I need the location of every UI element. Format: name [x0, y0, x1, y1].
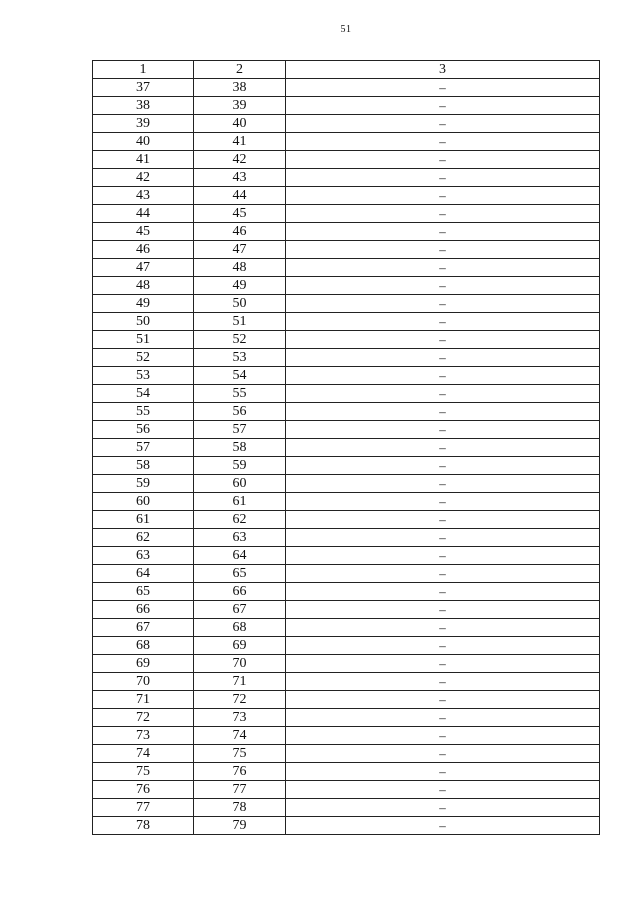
table-cell-col-2: 44 [194, 187, 286, 205]
table-cell-col-1: 69 [93, 655, 194, 673]
table-cell-col-1: 56 [93, 421, 194, 439]
table-row [93, 169, 600, 187]
table-cell-col-3: – [286, 583, 600, 601]
table-cell-col-1: 42 [93, 169, 194, 187]
table-cell-col-1: 43 [93, 187, 194, 205]
table-cell-col-3: – [286, 457, 600, 475]
table-row [93, 475, 600, 493]
table-row [93, 709, 600, 727]
table-row [93, 673, 600, 691]
table-row [93, 817, 600, 835]
table-row [93, 313, 600, 331]
table-cell-col-1: 52 [93, 349, 194, 367]
table-cell-col-3: – [286, 187, 600, 205]
table-cell-col-3: – [286, 313, 600, 331]
table-cell-col-3: – [286, 511, 600, 529]
table-cell-col-2: 52 [194, 331, 286, 349]
table-cell-col-2: 66 [194, 583, 286, 601]
table-row [93, 151, 600, 169]
table-cell-col-3: – [286, 205, 600, 223]
table-cell-col-2: 57 [194, 421, 286, 439]
table-cell-col-3: – [286, 565, 600, 583]
table-cell-col-1: 57 [93, 439, 194, 457]
data-table [92, 60, 600, 835]
table-row [93, 223, 600, 241]
table-cell-col-1: 60 [93, 493, 194, 511]
table-cell-col-2: 65 [194, 565, 286, 583]
table-cell-col-1: 62 [93, 529, 194, 547]
table-cell-col-2: 67 [194, 601, 286, 619]
table-cell-col-2: 56 [194, 403, 286, 421]
table-row [93, 133, 600, 151]
table-cell-col-3: – [286, 727, 600, 745]
table-cell-col-3: – [286, 709, 600, 727]
table-row [93, 565, 600, 583]
table-cell-col-1: 55 [93, 403, 194, 421]
table-cell-col-3: – [286, 547, 600, 565]
table-cell-col-1: 49 [93, 295, 194, 313]
table-row [93, 583, 600, 601]
table-cell-col-3: – [286, 745, 600, 763]
table-cell-col-1: 58 [93, 457, 194, 475]
table-cell-col-3: – [286, 79, 600, 97]
table-cell-col-1: 65 [93, 583, 194, 601]
table-cell-col-1: 64 [93, 565, 194, 583]
table-row [93, 367, 600, 385]
table-row [93, 421, 600, 439]
table-cell-col-1: 37 [93, 79, 194, 97]
table-cell-col-2: 73 [194, 709, 286, 727]
table-cell-col-1: 71 [93, 691, 194, 709]
table-cell-col-3: – [286, 169, 600, 187]
table-cell-col-3: – [286, 367, 600, 385]
table-row [93, 601, 600, 619]
table-cell-col-2: 79 [194, 817, 286, 835]
table-cell-col-2: 68 [194, 619, 286, 637]
table-cell-col-2: 50 [194, 295, 286, 313]
table-row [93, 79, 600, 97]
table-cell-col-3: – [286, 349, 600, 367]
table-row [93, 529, 600, 547]
table-cell-col-1: 67 [93, 619, 194, 637]
table-cell-col-2: 43 [194, 169, 286, 187]
table-row [93, 655, 600, 673]
table-cell-col-2: 51 [194, 313, 286, 331]
table-cell-col-3: – [286, 439, 600, 457]
table-cell-col-2: 53 [194, 349, 286, 367]
table-cell-col-2: 61 [194, 493, 286, 511]
table-row [93, 457, 600, 475]
table-cell-col-2: 60 [194, 475, 286, 493]
table-cell-col-3: – [286, 421, 600, 439]
table-row [93, 385, 600, 403]
table-cell-col-3: – [286, 691, 600, 709]
table-cell-col-3: – [286, 673, 600, 691]
table-cell-col-3: – [286, 763, 600, 781]
table-row [93, 637, 600, 655]
table-row [93, 241, 600, 259]
table-cell-col-1: 38 [93, 97, 194, 115]
table-cell-col-1: 59 [93, 475, 194, 493]
table-cell-col-1: 61 [93, 511, 194, 529]
table-row [93, 691, 600, 709]
table-row [93, 619, 600, 637]
table-row [93, 97, 600, 115]
table-row [93, 115, 600, 133]
table-body [93, 79, 600, 835]
table-cell-col-3: – [286, 385, 600, 403]
table-row [93, 403, 600, 421]
table-cell-col-3: – [286, 133, 600, 151]
table-cell-col-3: – [286, 97, 600, 115]
table-row [93, 799, 600, 817]
table-cell-col-3: – [286, 403, 600, 421]
table-row [93, 439, 600, 457]
table-cell-col-3: – [286, 637, 600, 655]
table-cell-col-3: – [286, 277, 600, 295]
table-cell-col-2: 76 [194, 763, 286, 781]
table-cell-col-1: 76 [93, 781, 194, 799]
table-row [93, 781, 600, 799]
table-cell-col-1: 66 [93, 601, 194, 619]
table-cell-col-2: 72 [194, 691, 286, 709]
table-cell-col-1: 53 [93, 367, 194, 385]
table-cell-col-1: 74 [93, 745, 194, 763]
table-row [93, 547, 600, 565]
column-header-2: 2 [194, 61, 286, 79]
table-cell-col-2: 47 [194, 241, 286, 259]
table-row [93, 493, 600, 511]
table-cell-col-1: 45 [93, 223, 194, 241]
table-cell-col-2: 48 [194, 259, 286, 277]
table-cell-col-2: 49 [194, 277, 286, 295]
table-cell-col-3: – [286, 475, 600, 493]
table-cell-col-2: 54 [194, 367, 286, 385]
table-cell-col-1: 73 [93, 727, 194, 745]
table-cell-col-1: 48 [93, 277, 194, 295]
table-cell-col-2: 55 [194, 385, 286, 403]
table-cell-col-2: 58 [194, 439, 286, 457]
table-cell-col-1: 47 [93, 259, 194, 277]
table-cell-col-1: 46 [93, 241, 194, 259]
header-row [93, 61, 600, 79]
table-cell-col-3: – [286, 295, 600, 313]
table-cell-col-1: 40 [93, 133, 194, 151]
table-cell-col-1: 50 [93, 313, 194, 331]
table-cell-col-1: 75 [93, 763, 194, 781]
table-cell-col-2: 74 [194, 727, 286, 745]
table-cell-col-3: – [286, 241, 600, 259]
table-row [93, 295, 600, 313]
table-cell-col-2: 59 [194, 457, 286, 475]
table-row [93, 259, 600, 277]
column-header-1: 1 [93, 61, 194, 79]
table-row [93, 277, 600, 295]
table-cell-col-1: 72 [93, 709, 194, 727]
table-row [93, 349, 600, 367]
table-row [93, 205, 600, 223]
table-cell-col-3: – [286, 781, 600, 799]
table-cell-col-2: 40 [194, 115, 286, 133]
table-cell-col-1: 44 [93, 205, 194, 223]
page-number: 51 [340, 24, 352, 35]
table-cell-col-2: 78 [194, 799, 286, 817]
table-cell-col-2: 46 [194, 223, 286, 241]
table-cell-col-3: – [286, 817, 600, 835]
table-cell-col-3: – [286, 799, 600, 817]
table-cell-col-2: 62 [194, 511, 286, 529]
table-cell-col-2: 64 [194, 547, 286, 565]
table-cell-col-1: 78 [93, 817, 194, 835]
table-cell-col-2: 77 [194, 781, 286, 799]
table-cell-col-3: – [286, 493, 600, 511]
table-cell-col-1: 51 [93, 331, 194, 349]
table-cell-col-1: 41 [93, 151, 194, 169]
table-cell-col-2: 70 [194, 655, 286, 673]
table-cell-col-2: 39 [194, 97, 286, 115]
table-cell-col-2: 45 [194, 205, 286, 223]
table-cell-col-2: 38 [194, 79, 286, 97]
table-row [93, 331, 600, 349]
table-cell-col-3: – [286, 151, 600, 169]
table-cell-col-3: – [286, 601, 600, 619]
table-cell-col-2: 42 [194, 151, 286, 169]
table-cell-col-2: 75 [194, 745, 286, 763]
column-header-3: 3 [286, 61, 600, 79]
table-cell-col-3: – [286, 331, 600, 349]
table-row [93, 745, 600, 763]
table-cell-col-1: 70 [93, 673, 194, 691]
table-row [93, 763, 600, 781]
table-row [93, 511, 600, 529]
table-cell-col-2: 41 [194, 133, 286, 151]
table-cell-col-1: 63 [93, 547, 194, 565]
table-cell-col-3: – [286, 223, 600, 241]
table-cell-col-1: 77 [93, 799, 194, 817]
table-cell-col-3: – [286, 529, 600, 547]
table-cell-col-3: – [286, 115, 600, 133]
table-cell-col-3: – [286, 655, 600, 673]
table-cell-col-3: – [286, 619, 600, 637]
table-cell-col-3: – [286, 259, 600, 277]
table-row [93, 727, 600, 745]
table-cell-col-2: 63 [194, 529, 286, 547]
table-cell-col-2: 69 [194, 637, 286, 655]
table-cell-col-2: 71 [194, 673, 286, 691]
table-cell-col-1: 68 [93, 637, 194, 655]
table-row [93, 187, 600, 205]
table-cell-col-1: 39 [93, 115, 194, 133]
table-cell-col-1: 54 [93, 385, 194, 403]
